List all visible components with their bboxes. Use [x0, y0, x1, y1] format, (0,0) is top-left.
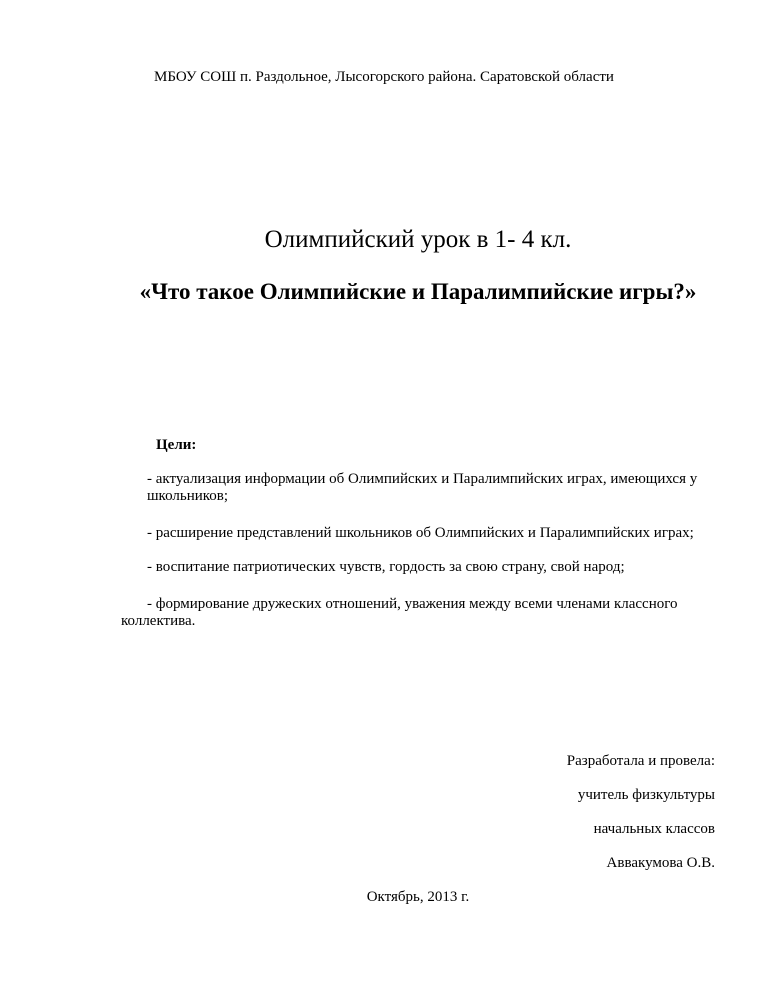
goal-item: - расширение представлений школьников об Олимпийских и Паралимпийских играх;	[147, 525, 694, 541]
school-name: МБОУ СОШ п. Раздольное, Лысогорского района. Саратовской области	[154, 69, 614, 85]
goals-heading: Цели:	[156, 437, 197, 453]
author-credit: Разработала и провела:	[566, 753, 715, 769]
goal-item: - формирование дружеских отношений, уважения между всеми членами классного коллектива.	[121, 596, 678, 629]
author-classes: начальных классов	[593, 821, 715, 837]
author-name: Аввакумова О.В.	[606, 855, 715, 871]
goal-item: - воспитание патриотических чувств, гордость за свою страну, свой народ;	[147, 559, 625, 575]
lesson-title: Олимпийский урок в 1- 4 кл.	[264, 226, 572, 253]
author-position: учитель физкультуры	[577, 787, 715, 803]
document-date: Октябрь, 2013 г.	[366, 889, 470, 905]
goal-item: - актуализация информации об Олимпийских и Паралимпийских играх, имеющихся у школьников;	[147, 471, 698, 504]
lesson-subtitle: «Что такое Олимпийские и Паралимпийские игры?»	[139, 279, 697, 304]
